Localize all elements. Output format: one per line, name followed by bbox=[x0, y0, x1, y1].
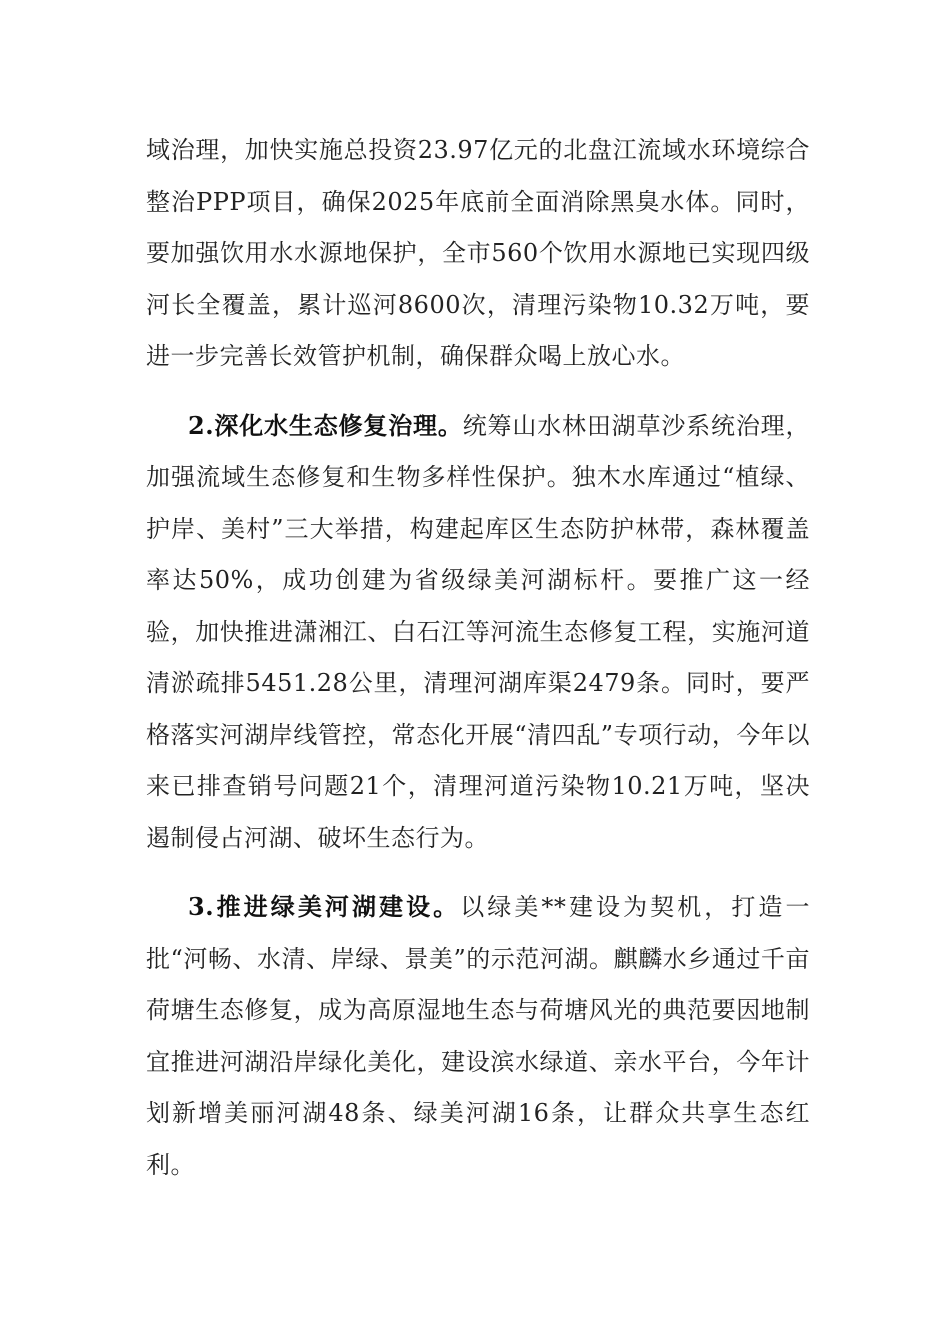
paragraph-text: 以绿美**建设为契机，打造一批“河畅、水清、岸绿、景美”的示范河湖。麒麟水乡通过千亩荷塘生态修复，成为高原湿地生态与荷塘风光的典范要因地制宜推进河湖沿岸绿化美化，建设滨水绿道、亲水平台，今年计划新增美丽河湖48条、绿美河湖16条，让群众共享生态红利。 bbox=[146, 893, 811, 1179]
paragraph-water-ecology-restoration bbox=[146, 400, 810, 865]
paragraph-heading: 3.推进绿美河湖建设。 bbox=[188, 892, 461, 921]
paragraph-continuation bbox=[146, 125, 810, 383]
paragraph-green-rivers-lakes bbox=[146, 881, 810, 1191]
paragraph-text: 统筹山水林田湖草沙系统治理，加强流域生态修复和生物多样性保护。独木水库通过“植绿、护岸、美村”三大举措，构建起库区生态防护林带，森林覆盖率达50%，成功创建为省级绿美河湖标杆。要推广这一经验，加快推进潇湘江、白石江等河流生态修复工程，实施河道清淤疏排5451.28公里，清理河湖库渠2479条。同时，要严格落实河湖岸线管控，常态化开展“清四乱”专项行动，今年以来已排查销号问题21个，清理河道污染物10.21万吨，坚决遏制侵占河湖、破坏生态行为。 bbox=[146, 411, 811, 852]
paragraph-heading: 2.深化水生态修复治理。 bbox=[188, 410, 463, 440]
paragraph-text: 域治理，加快实施总投资23.97亿元的北盘江流域水环境综合整治PPP项目，确保2025年底前全面消除黑臭水体。同时，要加强饮用水水源地保护，全市560个饮用水源地已实现四级河长全覆盖，累计巡河8600次，清理污染物10.32万吨，要进一步完善长效管护机制，确保群众喝上放心水。 bbox=[146, 136, 810, 370]
document-body bbox=[146, 125, 810, 1208]
